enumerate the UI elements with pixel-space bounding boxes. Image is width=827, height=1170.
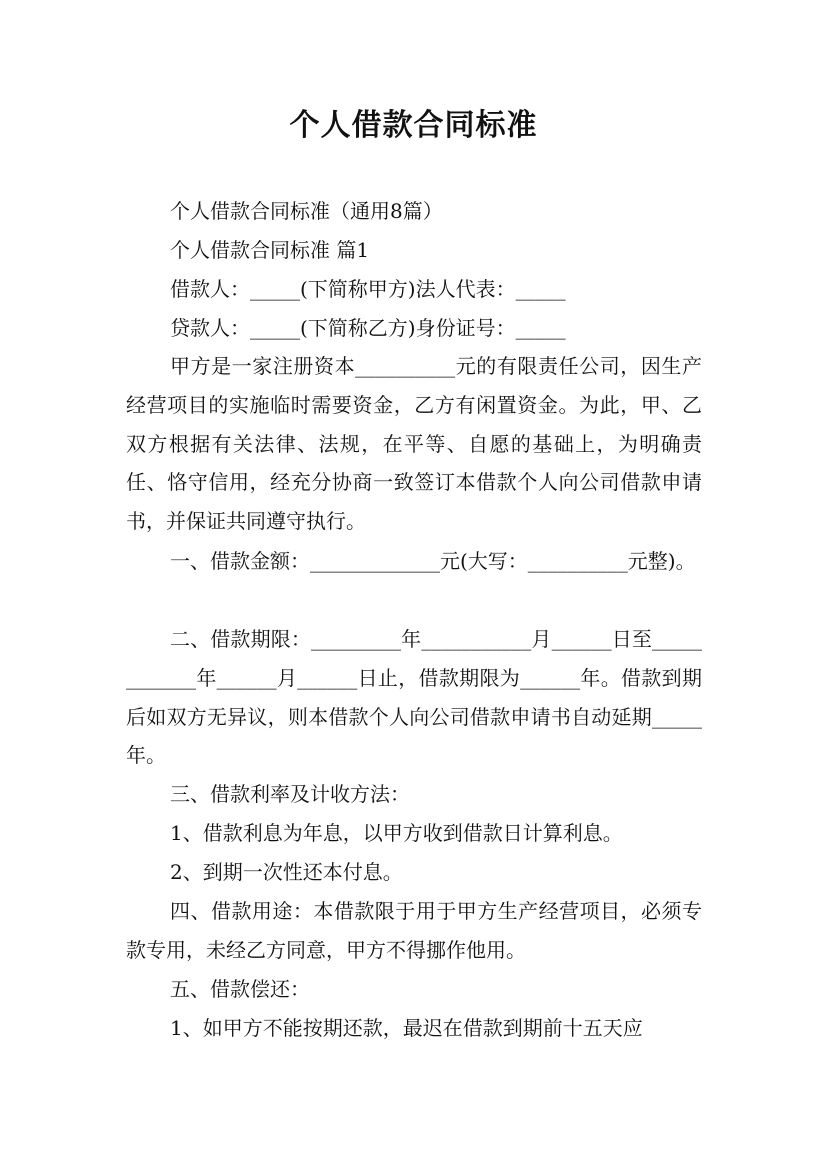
clause-term: 二、借款期限：_________年___________月______日至____________年______月______日止，借款期限为______年。借款到期后如双方无异议，则本借款个人向公司借款申请书自动延期_____年。 [126,627,702,768]
subtitle-paragraph: 个人借款合同标准（通用8篇） [170,199,443,223]
clause-purpose: 四、借款用途：本借款限于用于甲方生产经营项目，必须专款专用，未经乙方同意，甲方不得挪作他用。 [126,899,702,962]
borrower-line: 借款人：_____(下简称甲方)法人代表：_____ [170,277,566,301]
clause-interest-heading: 三、借款利率及计收方法： [170,782,410,806]
clause-interest-item-2: 2、到期一次性还本付息。 [170,860,403,884]
section-heading: 个人借款合同标准 篇1 [170,238,370,262]
clause-repayment-heading: 五、借款偿还： [170,977,310,1001]
clause-interest-item-1: 1、借款利息为年息，以甲方收到借款日计算利息。 [170,821,623,845]
clause-amount: 一、借款金额：_____________元(大写：__________元整)。 [170,549,696,573]
preamble-paragraph: 甲方是一家注册资本__________元的有限责任公司，因生产经营项目的实施临时需要资金，乙方有闲置资金。为此，甲、乙双方根据有关法律、法规，在平等、自愿的基础上，为明确责任、恪守信用，经充分协商一致签订本借款个人向公司借款申请书，并保证共同遵守执行。 [126,354,702,534]
lender-line: 贷款人：_____(下简称乙方)身份证号：_____ [170,316,566,340]
document-title: 个人借款合同标准 [289,108,538,143]
clause-repayment-item-1: 1、如甲方不能按期还款，最迟在借款到期前十五天应 [170,1016,643,1040]
